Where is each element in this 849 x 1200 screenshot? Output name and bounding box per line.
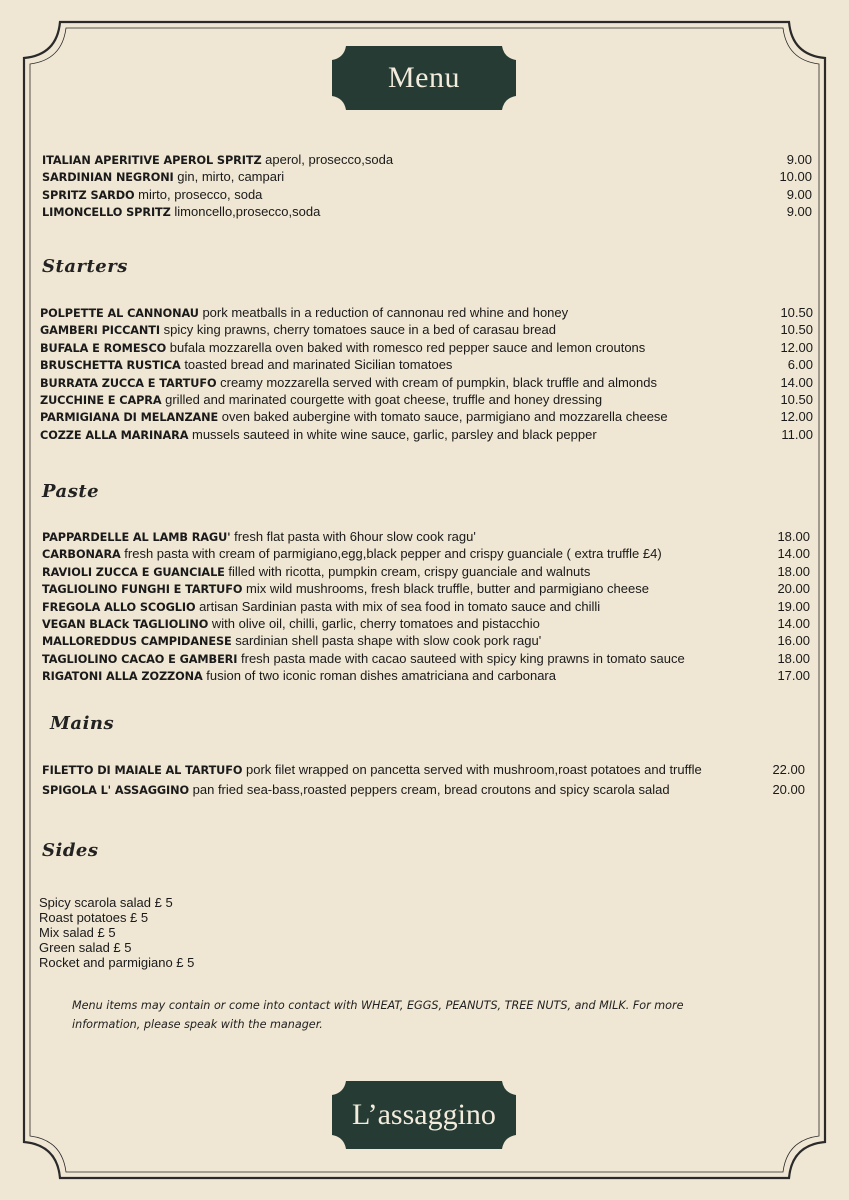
- item-price: 18.00: [777, 563, 810, 579]
- restaurant-name: L’assaggino: [352, 1098, 496, 1131]
- item-price: 12.00: [780, 409, 813, 425]
- restaurant-name-plate: [324, 1075, 524, 1155]
- paste-list: [42, 528, 810, 685]
- item-name: PAPPARDELLE AL LAMB RAGU': [42, 531, 231, 544]
- item-price: 11.00: [781, 426, 813, 442]
- menu-item: [42, 151, 812, 168]
- list-item: Roast potatoes £ 5: [39, 910, 149, 925]
- item-name: BRUSCHETTA RUSTICA: [40, 359, 181, 373]
- item-name: MALLOREDDUS CAMPIDANESE: [42, 635, 232, 649]
- item-name: SPIGOLA L' ASSAGGINO: [42, 784, 190, 798]
- item-description: spicy king prawns, cherry tomatoes sauce in a bed of carasau bread: [160, 322, 556, 338]
- menu-item: [42, 580, 810, 597]
- list-item: Mix salad £ 5: [39, 925, 116, 940]
- item-description: oven baked aubergine with tomato sauce, parmigiano and mozzarella cheese: [218, 409, 668, 425]
- item-name: RAVIOLI ZUCCA E GUANCIALE: [42, 565, 225, 579]
- mains-heading: Mains: [50, 713, 115, 734]
- aperitif-list: [42, 151, 812, 221]
- item-name: LIMONCELLO SPRITZ: [42, 206, 171, 220]
- item-price: 18.00: [777, 650, 810, 666]
- item-price: 20.00: [772, 782, 805, 798]
- menu-item: [40, 304, 813, 321]
- menu-item: [42, 650, 810, 667]
- menu-item: [42, 761, 805, 778]
- menu-item: [42, 186, 812, 203]
- sides-heading: Sides: [42, 840, 99, 861]
- item-name: RIGATONI ALLA ZOZZONA: [42, 670, 203, 684]
- item-description: fusion of two iconic roman dishes amatriciana and carbonara: [202, 668, 556, 684]
- item-description: filled with ricotta, pumpkin cream, crispy guanciale and walnuts: [224, 563, 591, 579]
- menu-item: [40, 339, 813, 356]
- item-name: VEGAN BLACk TAGLIOLINO: [42, 617, 209, 631]
- list-item: Spicy scarola salad £ 5: [39, 895, 173, 910]
- item-price: 22.00: [772, 762, 805, 777]
- item-name: ITALIAN APERITIVE APEROL SPRITZ: [42, 154, 262, 167]
- item-price: 14.00: [777, 546, 810, 562]
- menu-item: [40, 321, 813, 338]
- menu-item: [42, 615, 810, 632]
- menu-item: [42, 632, 810, 649]
- mains-list: [42, 761, 805, 799]
- item-description: gin, mirto, campari: [173, 169, 285, 185]
- item-name: FREGOLA ALLO SCOGLIO: [42, 600, 196, 614]
- item-name: FILETTO DI MAIALE AL TARTUFO: [42, 764, 243, 777]
- menu-item: [40, 391, 813, 408]
- item-price: 10.00: [779, 169, 812, 185]
- item-price: 12.00: [780, 339, 813, 355]
- item-price: 19.00: [777, 598, 810, 614]
- item-description: fresh flat pasta with 6hour slow cook ragu': [230, 529, 476, 544]
- item-price: 20.00: [777, 581, 810, 597]
- item-description: bufala mozzarella oven baked with romesco red pepper sauce and lemon croutons: [166, 339, 646, 355]
- item-price: 9.00: [786, 152, 812, 167]
- item-name: BURRATA ZUCCA E TARTUFO: [40, 376, 217, 390]
- item-price: 18.00: [777, 529, 810, 544]
- item-description: with olive oil, chilli, garlic, cherry tomatoes and pistacchio: [208, 615, 540, 631]
- item-description: toasted bread and marinated Sicilian tomatoes: [180, 357, 453, 373]
- item-description: fresh pasta made with cacao sauteed with spicy king prawns in tomato sauce: [237, 650, 685, 666]
- menu-item: [42, 563, 810, 580]
- list-item: Green salad £ 5: [39, 940, 132, 955]
- menu-item: [42, 667, 810, 684]
- menu-item: [40, 374, 813, 391]
- item-price: 10.50: [780, 391, 813, 407]
- item-name: GAMBERI PICCANTI: [40, 324, 160, 338]
- item-name: BUFALA E ROMESCO: [40, 341, 167, 355]
- item-description: pan fried sea-bass,roasted peppers cream, bread croutons and spicy scarola salad: [189, 782, 670, 798]
- menu-title: Menu: [388, 61, 460, 94]
- allergen-line-1: Menu items may contain or come into contact with WHEAT, EGGS, PEANUTS, TREE NUTS, and MILK. For more: [72, 999, 684, 1012]
- item-price: 10.50: [780, 305, 813, 320]
- item-name: SARDINIAN NEGRONI: [42, 171, 174, 185]
- item-name: CARBONARA: [42, 548, 121, 562]
- item-name: PARMIGIANA DI MELANZANE: [40, 411, 219, 425]
- menu-item: [42, 545, 810, 562]
- item-description: artisan Sardinian pasta with mix of sea food in tomato sauce and chilli: [195, 598, 601, 614]
- menu-item: [42, 781, 805, 798]
- menu-item: [42, 528, 810, 545]
- item-description: mix wild mushrooms, fresh black truffle, butter and parmigiano cheese: [242, 581, 649, 597]
- item-name: ZUCCHINE E CAPRA: [40, 393, 162, 407]
- item-price: 9.00: [786, 204, 812, 220]
- allergen-notice: [72, 996, 772, 1034]
- menu-item: [42, 168, 812, 185]
- item-price: 14.00: [780, 374, 813, 390]
- menu-item: [42, 203, 812, 220]
- item-name: TAGLIOLINO FUNGHI E TARTUFO: [42, 583, 243, 597]
- item-name: TAGLIOLINO CACAO E GAMBERI: [42, 652, 238, 666]
- item-description: limoncello,prosecco,soda: [170, 204, 321, 220]
- item-price: 10.50: [780, 322, 813, 338]
- item-name: POLPETTE AL CANNONAU: [40, 307, 199, 320]
- item-description: fresh pasta with cream of parmigiano,egg,black pepper and crispy guanciale ( extra truffle £4): [120, 546, 662, 562]
- menu-title-plate: [324, 38, 524, 118]
- item-price: 17.00: [777, 668, 810, 684]
- list-item: Rocket and parmigiano £ 5: [39, 955, 195, 970]
- item-description: aperol, prosecco,soda: [261, 152, 394, 167]
- menu-item: [40, 408, 813, 425]
- item-description: mirto, prosecco, soda: [134, 186, 263, 202]
- item-description: creamy mozzarella served with cream of pumpkin, black truffle and almonds: [216, 374, 658, 390]
- item-price: 16.00: [777, 633, 810, 649]
- allergen-line-2: information, please speak with the manager.: [72, 1018, 323, 1031]
- item-name: SPRITZ SARDO: [42, 188, 135, 202]
- item-description: sardinian shell pasta shape with slow cook pork ragu': [231, 633, 542, 649]
- item-description: mussels sauteed in white wine sauce, garlic, parsley and black pepper: [188, 426, 597, 442]
- sides-list: [39, 895, 194, 970]
- item-description: pork meatballs in a reduction of cannonau red whine and honey: [198, 305, 569, 320]
- menu-item: [40, 356, 813, 373]
- item-description: grilled and marinated courgette with goat cheese, truffle and honey dressing: [161, 391, 603, 407]
- item-name: COZZE ALLA MARINARA: [40, 428, 189, 442]
- item-description: pork filet wrapped on pancetta served with mushroom,roast potatoes and truffle: [242, 762, 702, 777]
- menu-item: [40, 426, 813, 443]
- starters-list: [40, 304, 813, 443]
- paste-heading: Paste: [42, 481, 100, 502]
- starters-heading: Starters: [42, 256, 128, 277]
- item-price: 14.00: [777, 615, 810, 631]
- item-price: 9.00: [786, 186, 812, 202]
- menu-item: [42, 598, 810, 615]
- item-price: 6.00: [787, 357, 813, 373]
